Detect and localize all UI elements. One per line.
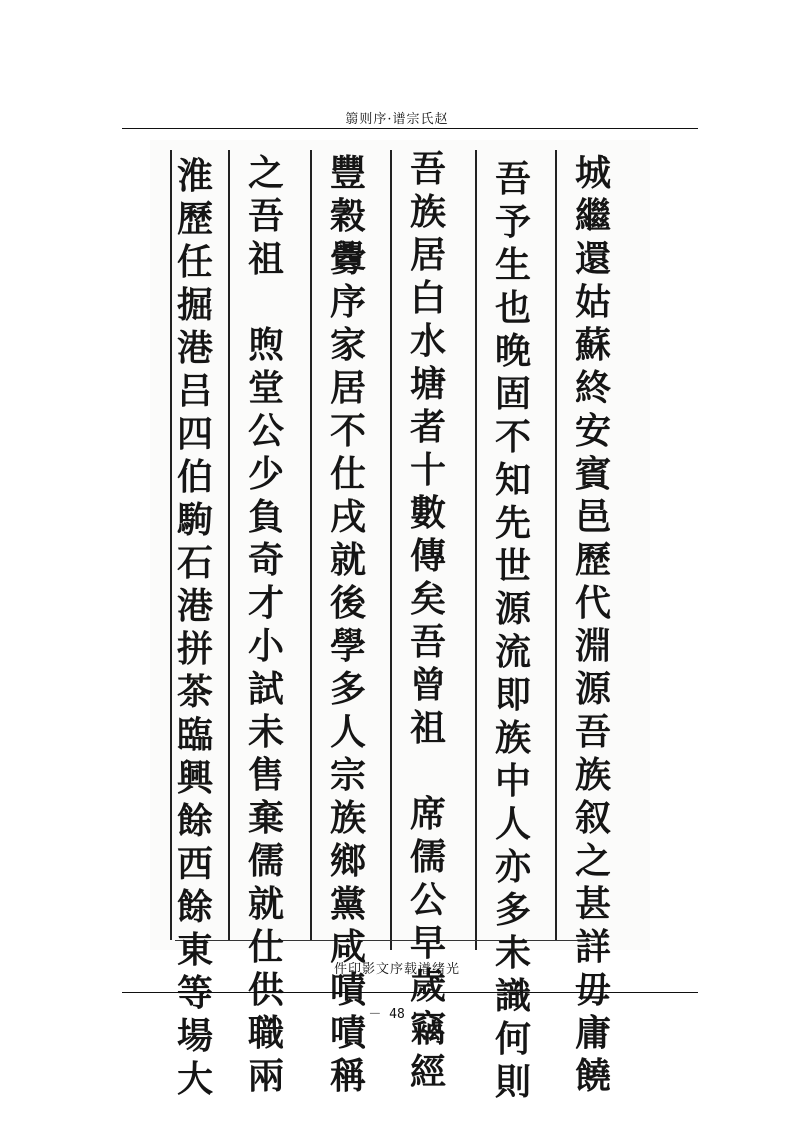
- column-glyph: 興: [176, 757, 213, 799]
- column-glyph: 就: [247, 883, 284, 925]
- column-glyph: 吾: [409, 621, 446, 663]
- column-glyph: 晚: [494, 330, 531, 372]
- column-glyph: 才: [247, 582, 284, 624]
- column-glyph: 餘: [176, 886, 213, 928]
- column-glyph: 餘: [176, 800, 213, 842]
- column-glyph: 吕: [176, 370, 213, 412]
- running-head: 篛则序·谱宗氏赵: [345, 112, 449, 127]
- column-glyph: 繼: [574, 195, 611, 237]
- column-glyph: 即: [494, 674, 531, 716]
- column-separator: [310, 150, 312, 940]
- column-glyph: 少: [247, 453, 284, 495]
- column-glyph: 饒: [574, 1055, 611, 1097]
- column-glyph: 鄉: [329, 840, 366, 882]
- column-glyph: [243, 281, 289, 324]
- column-glyph: 東: [176, 929, 213, 971]
- column-glyph: 祖: [409, 707, 446, 749]
- column-glyph: 叙: [574, 797, 611, 839]
- column-glyph: 拼: [176, 628, 213, 670]
- column-glyph: 中: [494, 760, 531, 802]
- column-glyph: 白: [409, 277, 446, 319]
- column-glyph: 棄: [247, 797, 284, 839]
- column-glyph: 族: [494, 717, 531, 759]
- column-glyph: 先: [494, 502, 531, 544]
- column-glyph: 石: [176, 542, 213, 584]
- column-glyph: 負: [247, 496, 284, 538]
- column-glyph: 不: [494, 416, 531, 458]
- column-glyph: 煦: [247, 324, 284, 366]
- column-glyph: 之: [574, 840, 611, 882]
- column-glyph: 仕: [247, 926, 284, 968]
- column-glyph: 城: [574, 152, 611, 194]
- column-glyph: 流: [494, 631, 531, 673]
- column-glyph: 之: [247, 152, 284, 194]
- page-number: － 48 －: [368, 1007, 426, 1022]
- column-glyph: 公: [409, 879, 446, 921]
- column-glyph: 數: [409, 492, 446, 534]
- column-glyph: 仕: [329, 453, 366, 495]
- column-glyph: 未: [247, 711, 284, 753]
- column-glyph: 者: [409, 406, 446, 448]
- column-glyph: 等: [176, 972, 213, 1014]
- column-glyph: 吾: [409, 148, 446, 190]
- column-glyph: 邑: [574, 496, 611, 538]
- column-separator: [390, 150, 392, 950]
- column-glyph: 吾: [494, 158, 531, 200]
- column-glyph: 亦: [494, 846, 531, 888]
- column-glyph: 居: [409, 234, 446, 276]
- column-glyph: 淮: [176, 155, 213, 197]
- column-glyph: 穀: [329, 195, 366, 237]
- text-column-5: [243, 152, 289, 1097]
- column-glyph: 何: [494, 1018, 531, 1060]
- column-glyph: 曾: [409, 664, 446, 706]
- column-glyph: 港: [176, 585, 213, 627]
- column-glyph: 四: [176, 413, 213, 455]
- column-glyph: 吾: [574, 711, 611, 753]
- column-glyph: 嘖: [329, 969, 366, 1011]
- column-glyph: 知: [494, 459, 531, 501]
- column-glyph: 西: [176, 843, 213, 885]
- column-glyph: 代: [574, 582, 611, 624]
- column-glyph: 多: [494, 889, 531, 931]
- text-column-1: [570, 152, 616, 1097]
- column-glyph: 固: [494, 373, 531, 415]
- column-glyph: 駒: [176, 499, 213, 541]
- column-glyph: 竊: [409, 1008, 446, 1050]
- column-glyph: 甚: [574, 883, 611, 925]
- column-glyph: 臨: [176, 714, 213, 756]
- column-glyph: 早: [409, 922, 446, 964]
- column-glyph: 序: [329, 281, 366, 323]
- column-glyph: 嘖: [329, 1012, 366, 1054]
- column-glyph: 多: [329, 668, 366, 710]
- column-glyph: 經: [409, 1051, 446, 1093]
- column-glyph: 伯: [176, 456, 213, 498]
- column-glyph: 世: [494, 545, 531, 587]
- column-glyph: 試: [247, 668, 284, 710]
- column-glyph: 儒: [409, 836, 446, 878]
- column-glyph: 水: [409, 320, 446, 362]
- column-glyph: 識: [494, 975, 531, 1017]
- column-glyph: 宗: [329, 754, 366, 796]
- column-glyph: 釁: [329, 238, 366, 280]
- column-glyph: 毋: [574, 969, 611, 1011]
- column-glyph: 安: [574, 410, 611, 452]
- column-glyph: 不: [329, 410, 366, 452]
- top-rule: [122, 128, 698, 129]
- column-glyph: 兩: [247, 1055, 284, 1097]
- column-glyph: 居: [329, 367, 366, 409]
- column-glyph: 源: [494, 588, 531, 630]
- column-glyph: 戌: [329, 496, 366, 538]
- column-glyph: 詳: [574, 926, 611, 968]
- column-separator: [228, 150, 230, 940]
- column-glyph: 蘇: [574, 324, 611, 366]
- text-column-4: [325, 152, 371, 1097]
- column-glyph: 學: [329, 625, 366, 667]
- column-glyph: 源: [574, 668, 611, 710]
- column-glyph: 未: [494, 932, 531, 974]
- column-glyph: 終: [574, 367, 611, 409]
- column-glyph: 族: [409, 191, 446, 233]
- column-separator: [475, 150, 477, 950]
- column-glyph: 矣: [409, 578, 446, 620]
- column-glyph: 族: [574, 754, 611, 796]
- column-glyph: 賓: [574, 453, 611, 495]
- column-glyph: 歲: [409, 965, 446, 1007]
- column-glyph: 就: [329, 539, 366, 581]
- column-glyph: [405, 750, 451, 793]
- column-glyph: 吾: [247, 195, 284, 237]
- column-glyph: 堂: [247, 367, 284, 409]
- bottom-rule: [122, 992, 698, 993]
- column-glyph: 淵: [574, 625, 611, 667]
- column-glyph: 公: [247, 410, 284, 452]
- column-glyph: 歷: [176, 198, 213, 240]
- column-glyph: 庸: [574, 1012, 611, 1054]
- column-glyph: 黨: [329, 883, 366, 925]
- column-glyph: 人: [494, 803, 531, 845]
- column-glyph: 豐: [329, 152, 366, 194]
- column-glyph: 傳: [409, 535, 446, 577]
- column-glyph: 任: [176, 241, 213, 283]
- column-glyph: 族: [329, 797, 366, 839]
- column-glyph: 儒: [247, 840, 284, 882]
- column-glyph: 供: [247, 969, 284, 1011]
- column-glyph: 稱: [329, 1055, 366, 1097]
- column-separator: [555, 150, 557, 940]
- column-glyph: 歷: [574, 539, 611, 581]
- column-glyph: 職: [247, 1012, 284, 1054]
- text-column-3: [405, 148, 451, 1093]
- column-glyph: 人: [329, 711, 366, 753]
- column-glyph: 咸: [329, 926, 366, 968]
- column-glyph: 奇: [247, 539, 284, 581]
- column-glyph: 還: [574, 238, 611, 280]
- column-glyph: 也: [494, 287, 531, 329]
- column-glyph: 十: [409, 449, 446, 491]
- column-glyph: 後: [329, 582, 366, 624]
- caption: 件印影文序载谱绪光: [333, 962, 460, 977]
- text-column-2: [490, 158, 536, 1103]
- column-glyph: 場: [176, 1015, 213, 1057]
- column-glyph: 則: [494, 1061, 531, 1103]
- column-glyph: 席: [409, 793, 446, 835]
- column-glyph: 塘: [409, 363, 446, 405]
- column-glyph: 祖: [247, 238, 284, 280]
- column-glyph: 掘: [176, 284, 213, 326]
- column-glyph: 大: [176, 1058, 213, 1100]
- column-glyph: 家: [329, 324, 366, 366]
- column-glyph: 予: [494, 201, 531, 243]
- column-glyph: 姑: [574, 281, 611, 323]
- column-glyph: 港: [176, 327, 213, 369]
- column-glyph: 售: [247, 754, 284, 796]
- text-column-6: [172, 155, 218, 1100]
- column-glyph: 小: [247, 625, 284, 667]
- column-glyph: 茶: [176, 671, 213, 713]
- column-glyph: 生: [494, 244, 531, 286]
